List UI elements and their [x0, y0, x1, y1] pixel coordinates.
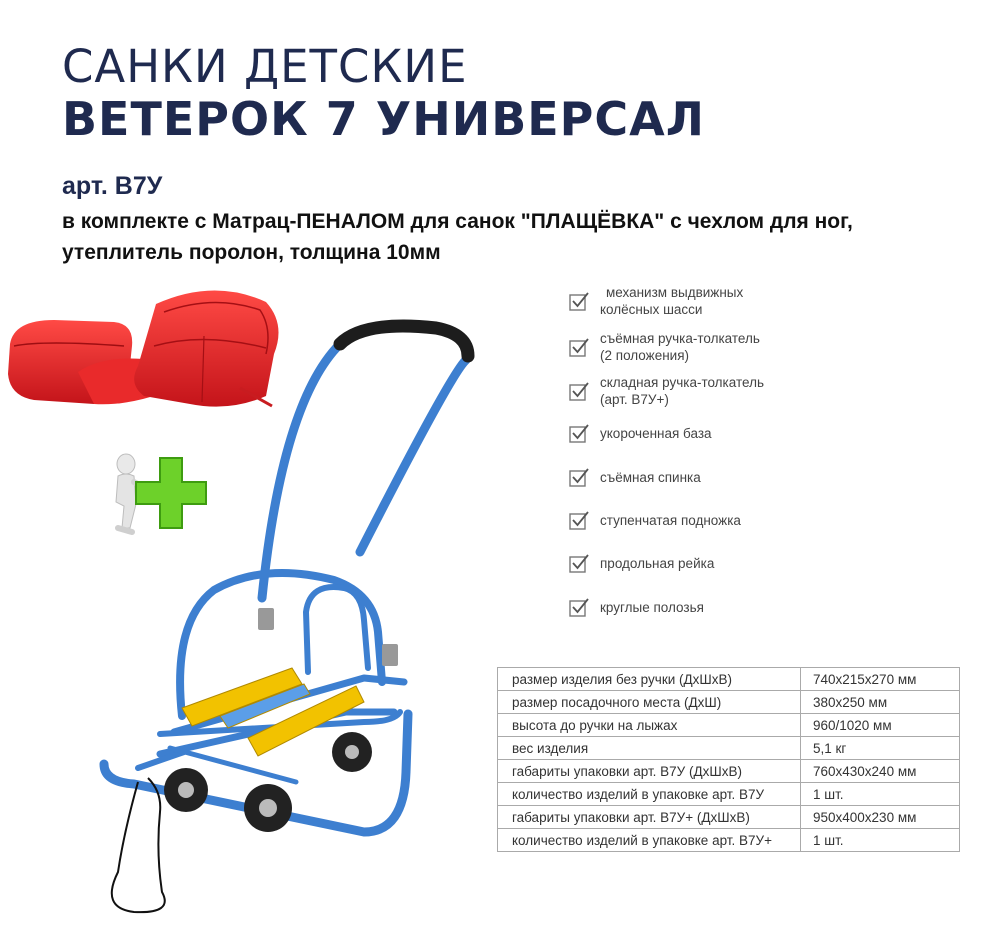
- check-icon: [568, 466, 590, 488]
- table-row: [498, 806, 960, 829]
- spec-value: 5,1 кг: [801, 737, 960, 760]
- feature-item: [568, 374, 764, 408]
- spec-key: габариты упаковки арт. В7У (ДхШхВ): [498, 760, 801, 783]
- feature-item: [568, 596, 704, 618]
- table-row: [498, 829, 960, 852]
- spec-value: 1 шт.: [801, 829, 960, 852]
- check-icon: [568, 380, 590, 402]
- spec-value: 380x250 мм: [801, 691, 960, 714]
- spec-value: 950x400x230 мм: [801, 806, 960, 829]
- check-icon: [568, 552, 590, 574]
- feature-label: круглые полозья: [600, 599, 704, 615]
- table-row: [498, 760, 960, 783]
- feature-item: [568, 466, 701, 488]
- feature-label: ступенчатая подножка: [600, 512, 741, 528]
- table-row: [498, 714, 960, 737]
- feature-label: механизм выдвижных: [606, 285, 744, 300]
- feature-item: [568, 422, 712, 444]
- spec-value: 740x215x270 мм: [801, 668, 960, 691]
- sled-image: [64, 312, 494, 922]
- spec-value: 760x430x240 мм: [801, 760, 960, 783]
- article-number: арт. В7У: [62, 172, 163, 200]
- title-light: САНКИ ДЕТСКИЕ: [62, 40, 468, 93]
- check-icon: [568, 509, 590, 531]
- feature-item: [568, 330, 760, 364]
- check-icon: [568, 290, 590, 312]
- feature-item: [568, 552, 714, 574]
- spec-key: габариты упаковки арт. В7У+ (ДхШхВ): [498, 806, 801, 829]
- spec-key: количество изделий в упаковке арт. В7У+: [498, 829, 801, 852]
- spec-key: вес изделия: [498, 737, 801, 760]
- spec-value: 960/1020 мм: [801, 714, 960, 737]
- feature-item: [568, 509, 741, 531]
- table-row: [498, 668, 960, 691]
- feature-label: складная ручка-толкатель: [600, 375, 764, 390]
- check-icon: [568, 336, 590, 358]
- title-bold: ВЕТЕРОК 7 УНИВЕРСАЛ: [62, 92, 705, 146]
- check-icon: [568, 422, 590, 444]
- feature-label: съёмная ручка-толкатель: [600, 331, 760, 346]
- spec-key: высота до ручки на лыжах: [498, 714, 801, 737]
- feature-label: укороченная база: [600, 425, 712, 441]
- feature-item: [568, 284, 743, 318]
- check-icon: [568, 596, 590, 618]
- table-row: [498, 783, 960, 806]
- spec-key: размер изделия без ручки (ДхШхВ): [498, 668, 801, 691]
- spec-value: 1 шт.: [801, 783, 960, 806]
- feature-label-line2: колёсных шасси: [600, 302, 703, 317]
- feature-label: продольная рейка: [600, 555, 715, 571]
- specs-table: [497, 667, 960, 852]
- feature-label: съёмная спинка: [600, 469, 701, 485]
- subtitle: в комплекте с Матрац-ПЕНАЛОМ для санок "ПЛАЩЁВКА" с чехлом для ног, утеплитель поролон, толщина 10мм: [62, 210, 853, 264]
- table-row: [498, 691, 960, 714]
- table-row: [498, 737, 960, 760]
- spec-key: размер посадочного места (ДхШ): [498, 691, 801, 714]
- feature-label-line2: (арт. В7У+): [600, 392, 669, 407]
- spec-key: количество изделий в упаковке арт. В7У: [498, 783, 801, 806]
- feature-label-line2: (2 положения): [600, 348, 690, 363]
